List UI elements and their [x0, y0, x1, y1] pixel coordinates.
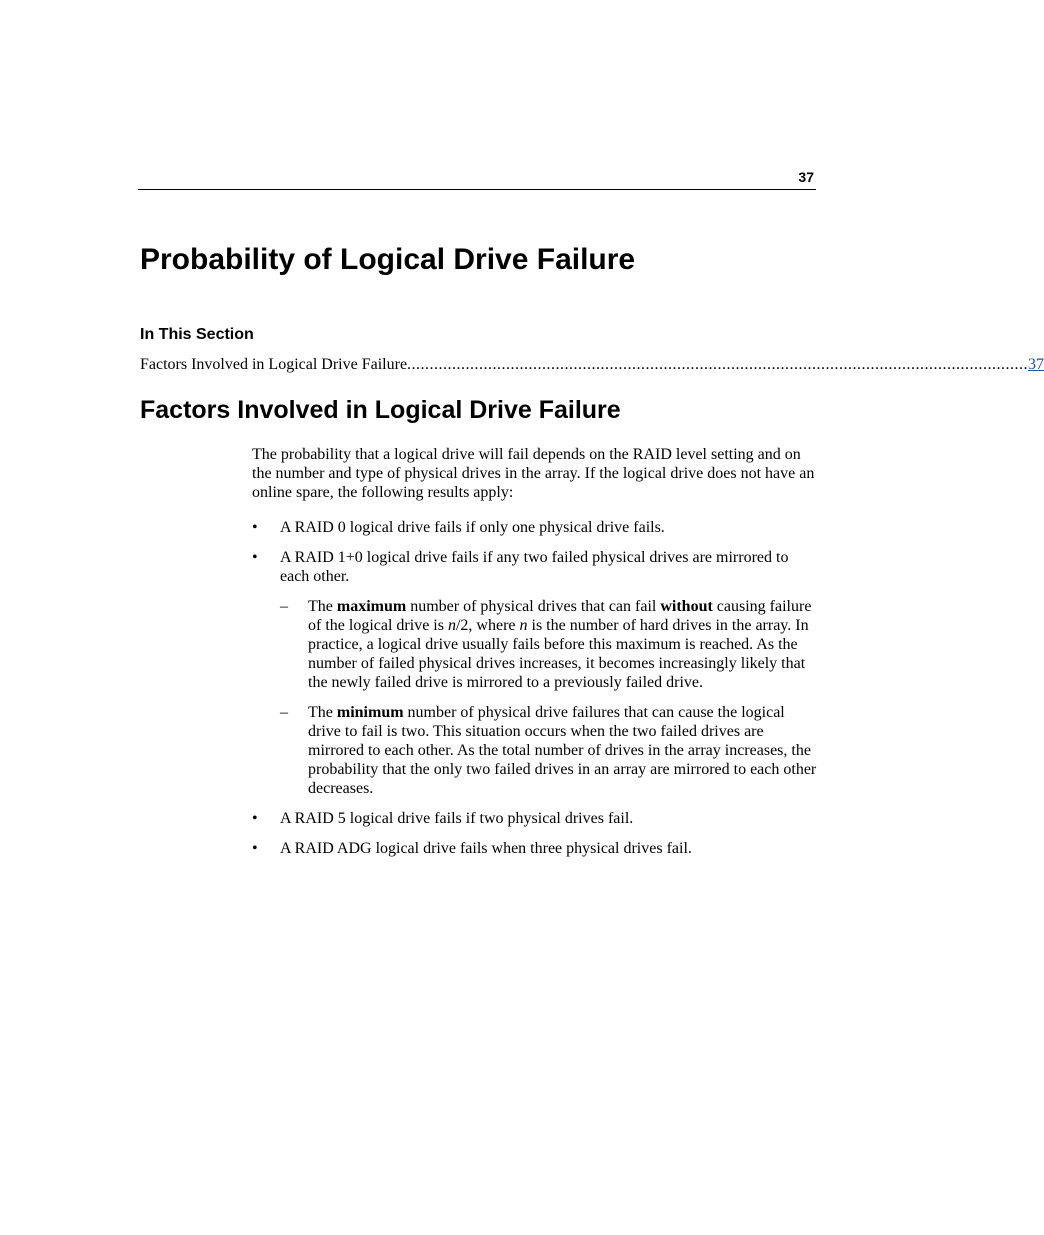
emphasis-maximum: maximum: [336, 598, 407, 615]
variable-n: n: [447, 617, 456, 634]
variable-n: n: [519, 617, 528, 634]
bullet-marker: •: [252, 810, 258, 827]
bullet-marker: •: [252, 519, 258, 536]
list-item-text: A RAID ADG logical drive fails when three physical drives fail.: [280, 840, 692, 857]
bullet-list: [252, 518, 818, 858]
list-item: [252, 548, 818, 798]
list-item: [252, 839, 818, 858]
dash-marker: –: [280, 704, 288, 721]
toc-entry-label: Factors Involved in Logical Drive Failure: [140, 356, 408, 373]
sub-list-item: [280, 597, 818, 692]
toc-entry: [140, 355, 1044, 374]
list-item-text: A RAID 1+0 logical drive fails if any two failed physical drives are mirrored to each other.: [280, 549, 789, 585]
list-item: [252, 809, 818, 828]
section-body: [252, 445, 818, 869]
emphasis-without: without: [660, 598, 713, 615]
sub-list: [280, 597, 818, 798]
list-item-text: A RAID 5 logical drive fails if two physical drives fail.: [280, 810, 634, 827]
intro-paragraph: The probability that a logical drive will fail depends on the RAID level setting and on the number and type of physical drives in the array. If the logical drive does not have an online spare, the following results apply:: [252, 446, 815, 501]
in-this-section-heading: In This Section: [140, 326, 254, 343]
sub-list-item: [280, 703, 818, 798]
list-item-text: A RAID 0 logical drive fails if only one physical drive fails.: [280, 519, 665, 536]
header-rule: [138, 189, 816, 190]
dash-marker: –: [280, 598, 288, 615]
bullet-marker: •: [252, 840, 258, 857]
sub-item-text: The minimum number of physical drive failures that can cause the logical drive to fail is two. This situation occurs when the two failed drives are mirrored to each other. As the total number of drives in the array increases, the probability that the only two failed drives in an array are mirrored to each other decreases.: [308, 704, 817, 797]
toc-entry-leader: ..........................................................................................................................................: [407, 356, 1029, 373]
bullet-marker: •: [252, 549, 258, 566]
list-item: [252, 518, 818, 537]
emphasis-minimum: minimum: [336, 704, 404, 721]
toc-entry-page-link[interactable]: 37: [1028, 356, 1044, 373]
page-number: 37: [798, 169, 814, 185]
sub-item-text: The maximum number of physical drives that can fail without causing failure of the logical drive is n/2, where n is the number of hard drives in the array. In practice, a logical drive usually fails before this maximum is reached. As the number of failed physical drives increases, it becomes increasingly likely that the newly failed drive is mirrored to a previously failed drive.: [308, 598, 812, 691]
chapter-title: Probability of Logical Drive Failure: [140, 243, 636, 276]
section-title: Factors Involved in Logical Drive Failure: [140, 396, 621, 424]
